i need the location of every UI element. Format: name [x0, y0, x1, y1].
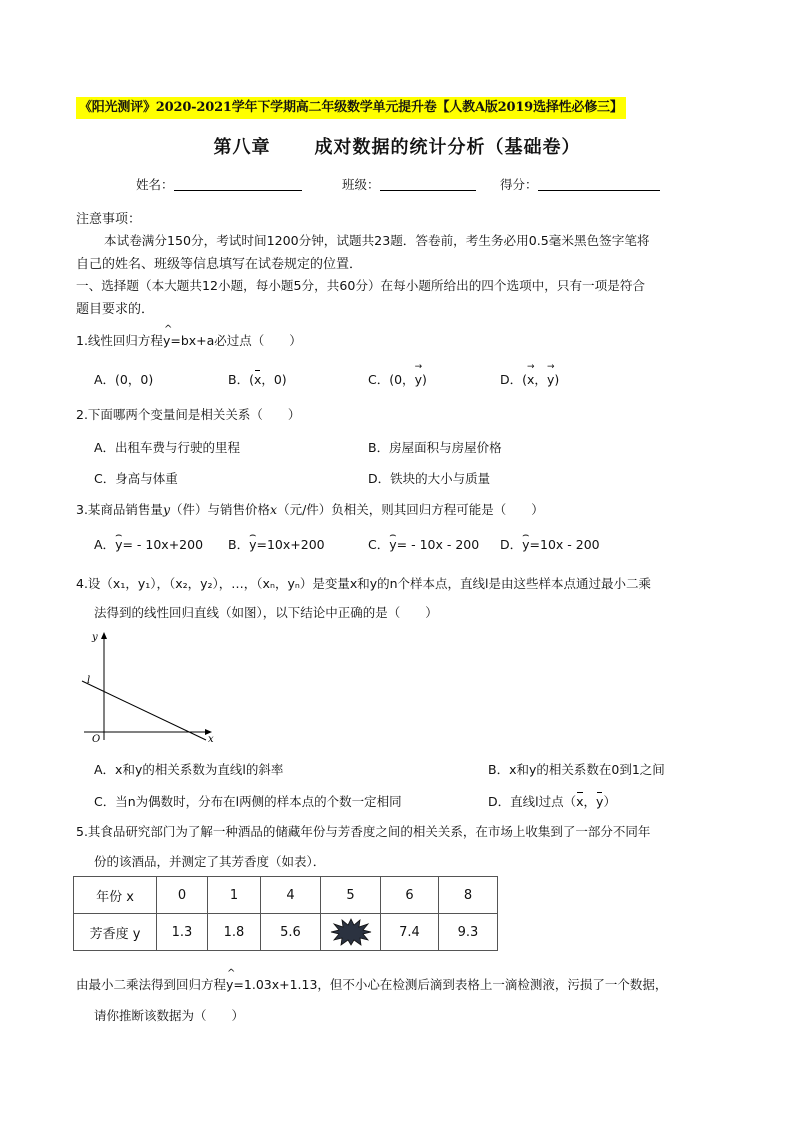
question-5-prompt: 请你推断该数据为（ ）	[94, 1008, 245, 1023]
section-heading-line-1: 一、选择题（本大题共12小题，每小题5分，共60分）在每小题所给出的四个选项中，只有一项是符合	[76, 278, 646, 293]
table-cell: 7.4	[381, 914, 439, 951]
aroma-data-table	[73, 876, 498, 951]
table-cell: 4	[261, 877, 321, 914]
q4-option-a[interactable]: A．x和y的相关系数为直线l的斜率	[94, 762, 284, 777]
ink-splash-icon	[330, 918, 372, 946]
name-field: 姓名：	[136, 175, 302, 193]
graph-x-label: x	[208, 734, 214, 745]
score-field: 得分：	[500, 175, 660, 193]
table-cell: 1.3	[157, 914, 208, 951]
table-row-aroma	[74, 914, 498, 951]
regression-line-graph	[80, 628, 220, 746]
table-cell: 芳香度 y	[74, 914, 157, 951]
table-cell: 年份 x	[74, 877, 157, 914]
graph-origin-label: O	[92, 734, 101, 745]
class-blank[interactable]	[380, 178, 476, 191]
q1-option-d[interactable]: D．(→ x，→ y)	[500, 370, 559, 388]
q1-option-c[interactable]: C．(0，→ y)	[368, 370, 427, 388]
y-axis-arrow	[101, 632, 107, 639]
q2-option-a[interactable]: A．出租车费与行驶的里程	[94, 440, 241, 455]
table-cell: 9.3	[439, 914, 498, 951]
table-row-year	[74, 877, 498, 914]
table-cell: 6	[381, 877, 439, 914]
q3-option-d[interactable]: D．⌢ y=10x - 200	[500, 535, 600, 553]
q4-option-c[interactable]: C．当n为偶数时，分布在l两侧的样本点的个数一定相同	[94, 794, 402, 809]
q4-option-b[interactable]: B．x和y的相关系数在0到1之间	[488, 762, 665, 777]
q2-option-d[interactable]: D．铁块的大小与质量	[368, 471, 491, 486]
graph-line-label: l	[87, 675, 91, 686]
question-5-stem-line-2: 份的该酒品，并测定了其芳香度（如表）．	[94, 854, 326, 869]
regression-line-l	[82, 681, 206, 740]
graph-y-label: y	[92, 632, 98, 643]
question-4-stem-line-1: 4.设（x₁，y₁），（x₂，y₂），…，（xₙ，yₙ）是变量x和y的n个样本点，直线l是由这些样本点通过最小二乘	[76, 576, 652, 591]
class-field: 班级：	[342, 175, 476, 193]
notes-heading: 注意事项：	[76, 212, 142, 227]
question-2-stem: 2.下面哪两个变量间是相关关系（ ）	[76, 407, 301, 422]
question-1-stem: 1.线性回归方程^ y=bx+a必过点（ ）	[76, 331, 302, 349]
question-5-stem-line-1: 5.其食品研究部门为了解一种酒品的储藏年份与芳香度之间的相关关系，在市场上收集到了一部分不同年	[76, 824, 651, 839]
table-cell: 1	[208, 877, 261, 914]
q4-option-d[interactable]: D．直线l过点（x，y）	[488, 794, 616, 809]
q3-option-b[interactable]: B．⌢ y=10x+200	[228, 535, 325, 553]
q2-option-b[interactable]: B．房屋面积与房屋价格	[368, 440, 502, 455]
chapter-title: 成对数据的统计分析（基础卷）	[314, 137, 581, 158]
q3-option-a[interactable]: A．⌢ y= - 10x+200	[94, 535, 203, 553]
page-title	[0, 133, 794, 159]
q2-option-c[interactable]: C．身高与体重	[94, 471, 178, 486]
q3-option-c[interactable]: C．⌢ y= - 10x - 200	[368, 535, 479, 553]
chapter-label: 第八章	[213, 137, 271, 158]
smudged-cell	[321, 914, 381, 951]
question-3-stem: 3.某商品销售量y（件）与销售价格x（元/件）负相关，则其回归方程可能是（ ）	[76, 502, 544, 517]
table-cell: 5.6	[261, 914, 321, 951]
table-cell: 1.8	[208, 914, 261, 951]
table-cell: 8	[439, 877, 498, 914]
table-cell: 5	[321, 877, 381, 914]
notes-line-1: 本试卷满分150分，考试时间1200分钟，试题共23题．答卷前，考生务必用0.5毫米黑色签字笔将	[104, 233, 650, 248]
name-blank[interactable]	[174, 178, 302, 191]
section-heading-line-2: 题目要求的．	[76, 302, 155, 317]
notes-line-2: 自己的姓名、班级等信息填写在试卷规定的位置．	[76, 257, 363, 272]
q1-option-a[interactable]: A．(0，0)	[94, 372, 154, 387]
table-cell: 0	[157, 877, 208, 914]
question-5-regression-line: 由最小二乘法得到回归方程^ y=1.03x+1.13，但不小心在检测后滴到表格上一滴检测液，污损了一个数据，	[76, 975, 667, 993]
exam-series-banner: 《阳光测评》2020-2021学年下学期高二年级数学单元提升卷【人教A版2019选择性必修三】	[76, 97, 626, 119]
question-4-stem-line-2: 法得到的线性回归直线（如图），以下结论中正确的是（ ）	[94, 605, 438, 620]
q1-option-b[interactable]: B．(x，0)	[228, 372, 287, 387]
score-blank[interactable]	[538, 178, 660, 191]
